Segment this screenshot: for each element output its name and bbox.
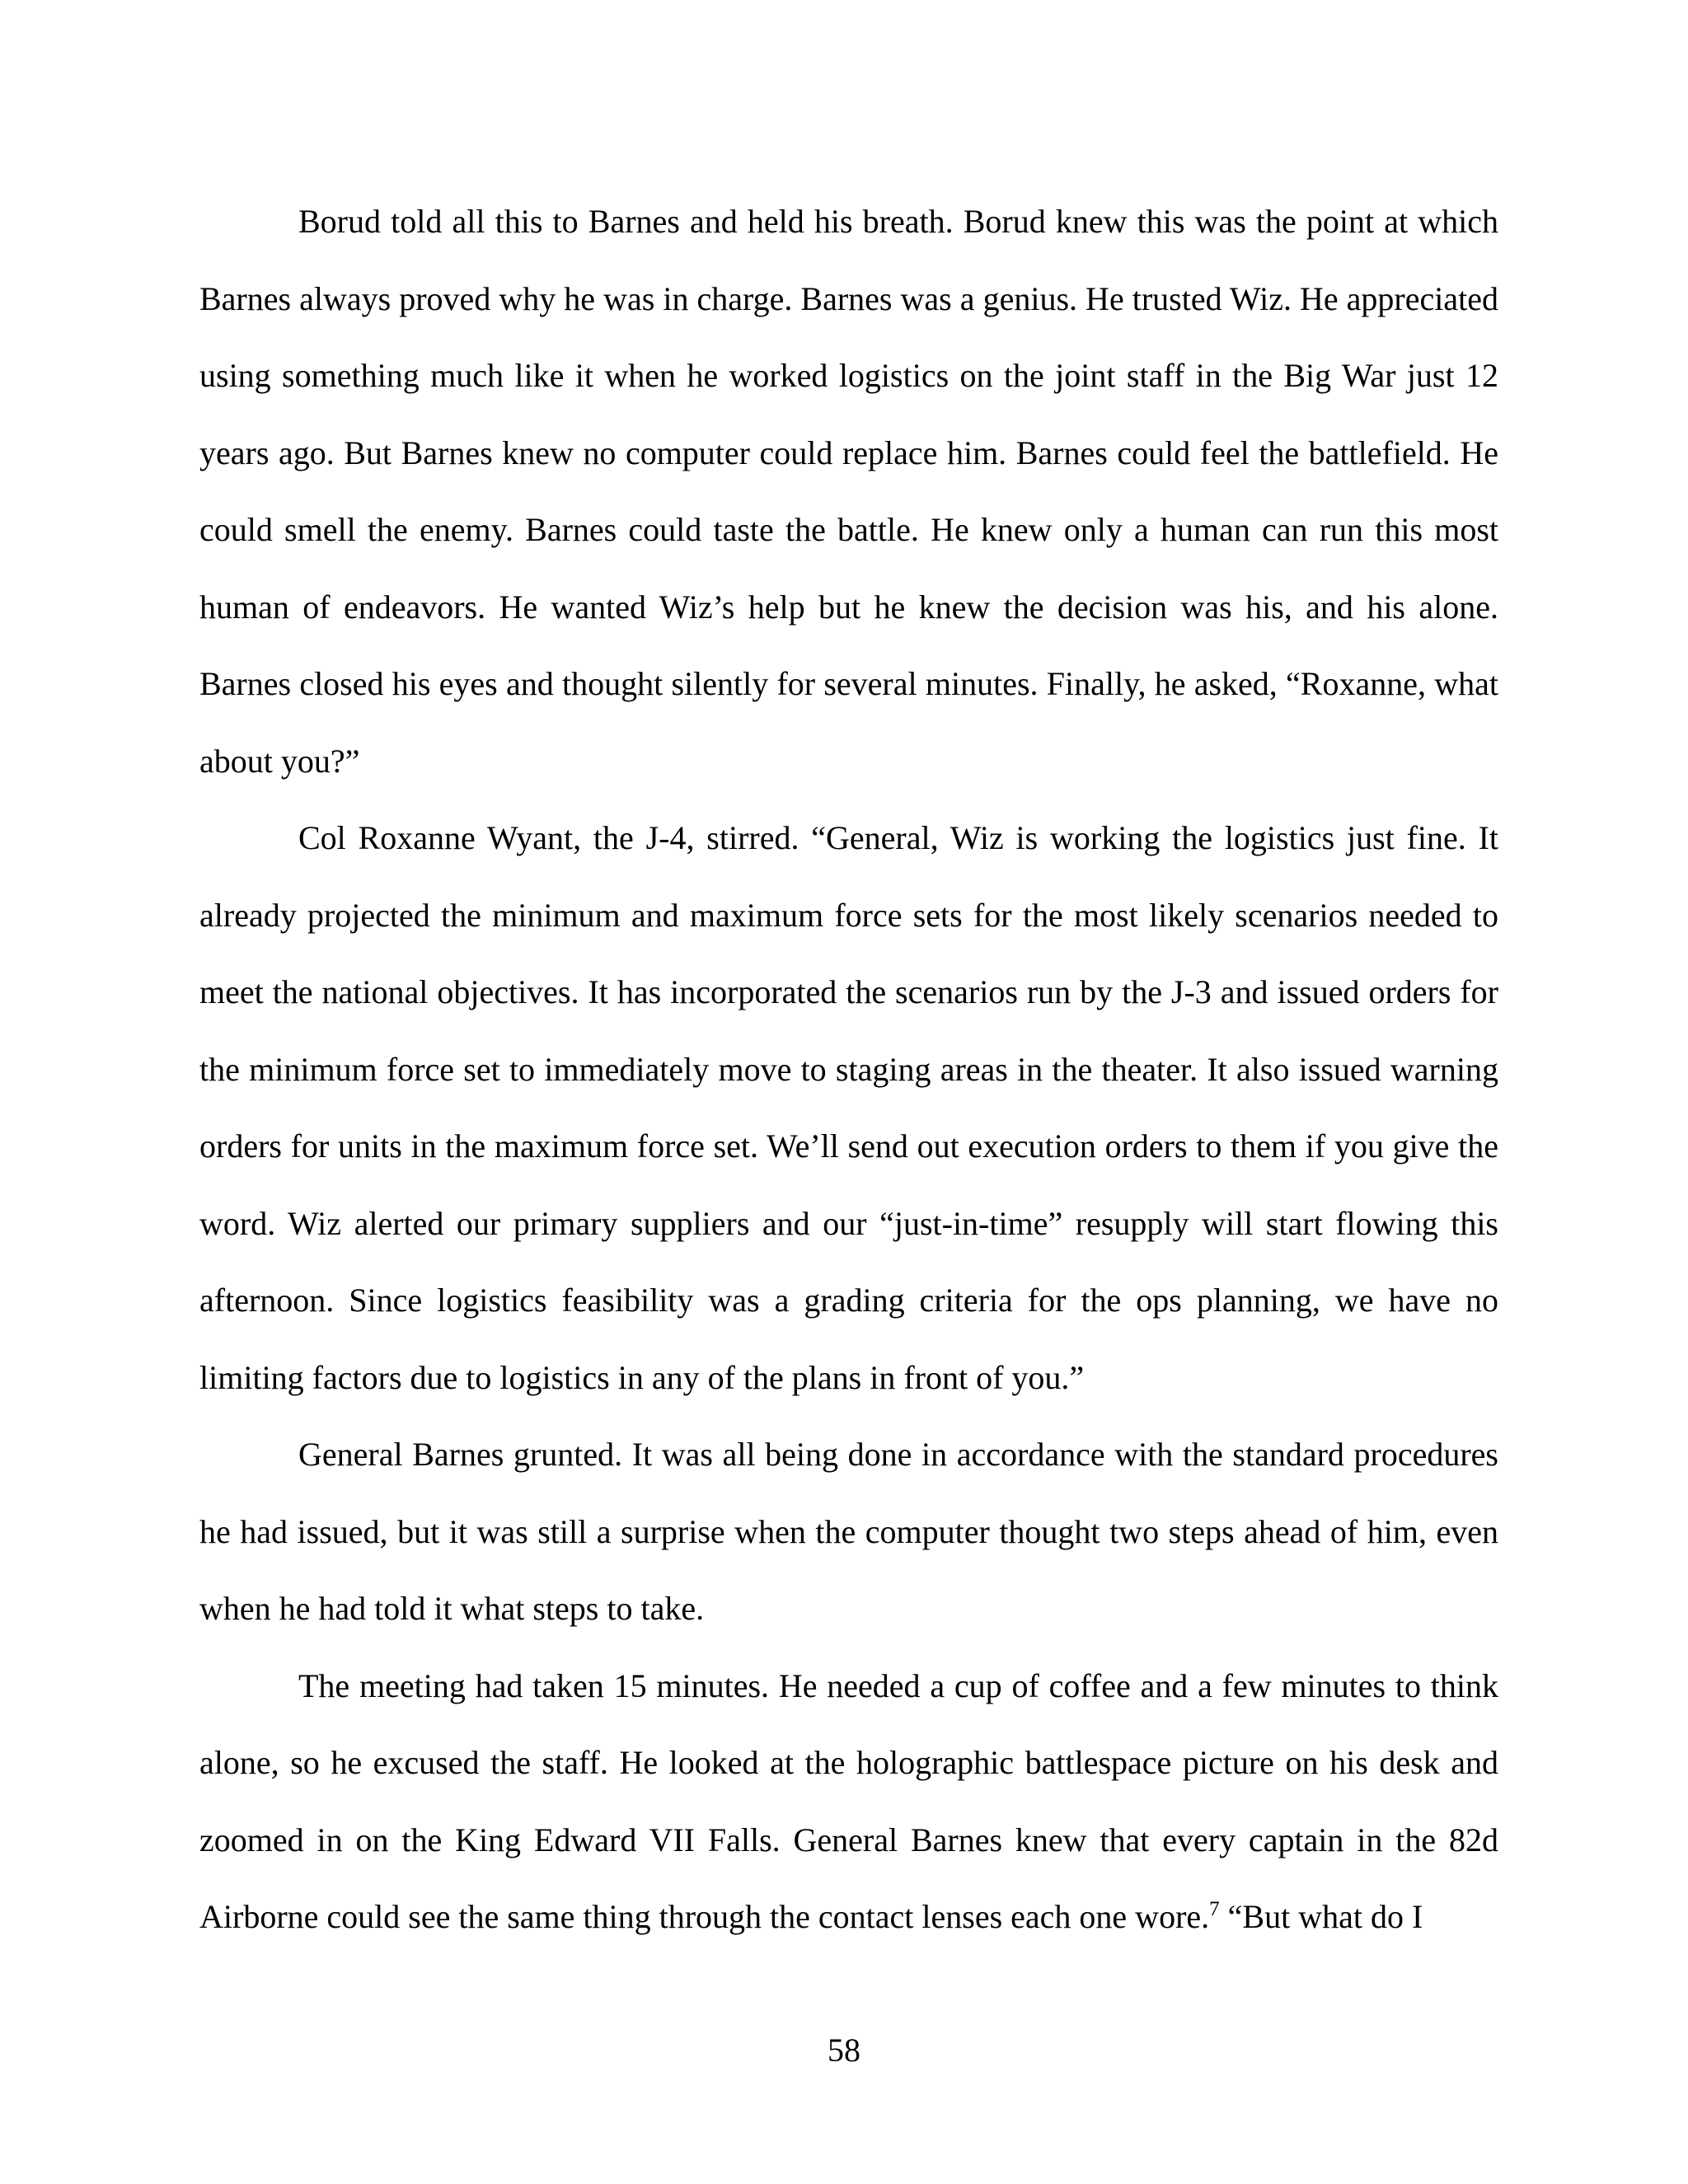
- page-number: 58: [828, 2032, 860, 2069]
- paragraph-roxanne: Col Roxanne Wyant, the J-4, stirred. “General, Wiz is working the logistics just fine. It already projected the minimum and maximum force sets for the most likely scenarios needed to meet the national objectives. It has incorporated the scenarios run by the J-3 and issued orders for the minimum force set to immediately move to staging areas in the theater. It also issued warning orders for units in the maximum force set. We’ll send out execution orders to them if you give the word. Wiz alerted our primary suppliers and our “just-in-time” resupply will start flowing this afternoon. Since logistics feasibility was a grading criteria for the ops planning, we have no limiting factors due to logistics in any of the plans in front of you.”: [199, 819, 1498, 1396]
- paragraph-meeting: [199, 1647, 1498, 1956]
- body-text: [199, 183, 1498, 1956]
- footnote-reference: 7: [1209, 1898, 1220, 1920]
- paragraph-borud: Borud told all this to Barnes and held his breath. Borud knew this was the point at which Barnes always proved why he was in charge. Barnes was a genius. He trusted Wiz. He appreciated using something much like it when he worked logistics on the joint staff in the Big War just 12 years ago. But Barnes knew no computer could replace him. Barnes could feel the battlefield. He could smell the enemy. Barnes could taste the battle. He knew only a human can run this most human of endeavors. He wanted Wiz’s help but he knew the decision was his, and his alone. Barnes closed his eyes and thought silently for several minutes. Finally, he asked, “Roxanne, what about you?”: [199, 203, 1498, 780]
- paragraph-barnes-grunted: General Barnes grunted. It was all being done in accordance with the standard procedures he had issued, but it was still a surprise when the computer thought two steps ahead of him, even when he had told it what steps to take.: [199, 1436, 1498, 1627]
- paragraph-meeting-trailing-text: “But what do I: [1219, 1898, 1423, 1935]
- paragraph-meeting-text: The meeting had taken 15 minutes. He needed a cup of coffee and a few minutes to think alone, so he excused the staff. He looked at the holographic battlespace picture on his desk and zoomed in on the King Edward VII Falls. General Barnes knew that every captain in the 82d Airborne could see the same thing through the contact lenses each one wore.: [199, 1666, 1498, 1935]
